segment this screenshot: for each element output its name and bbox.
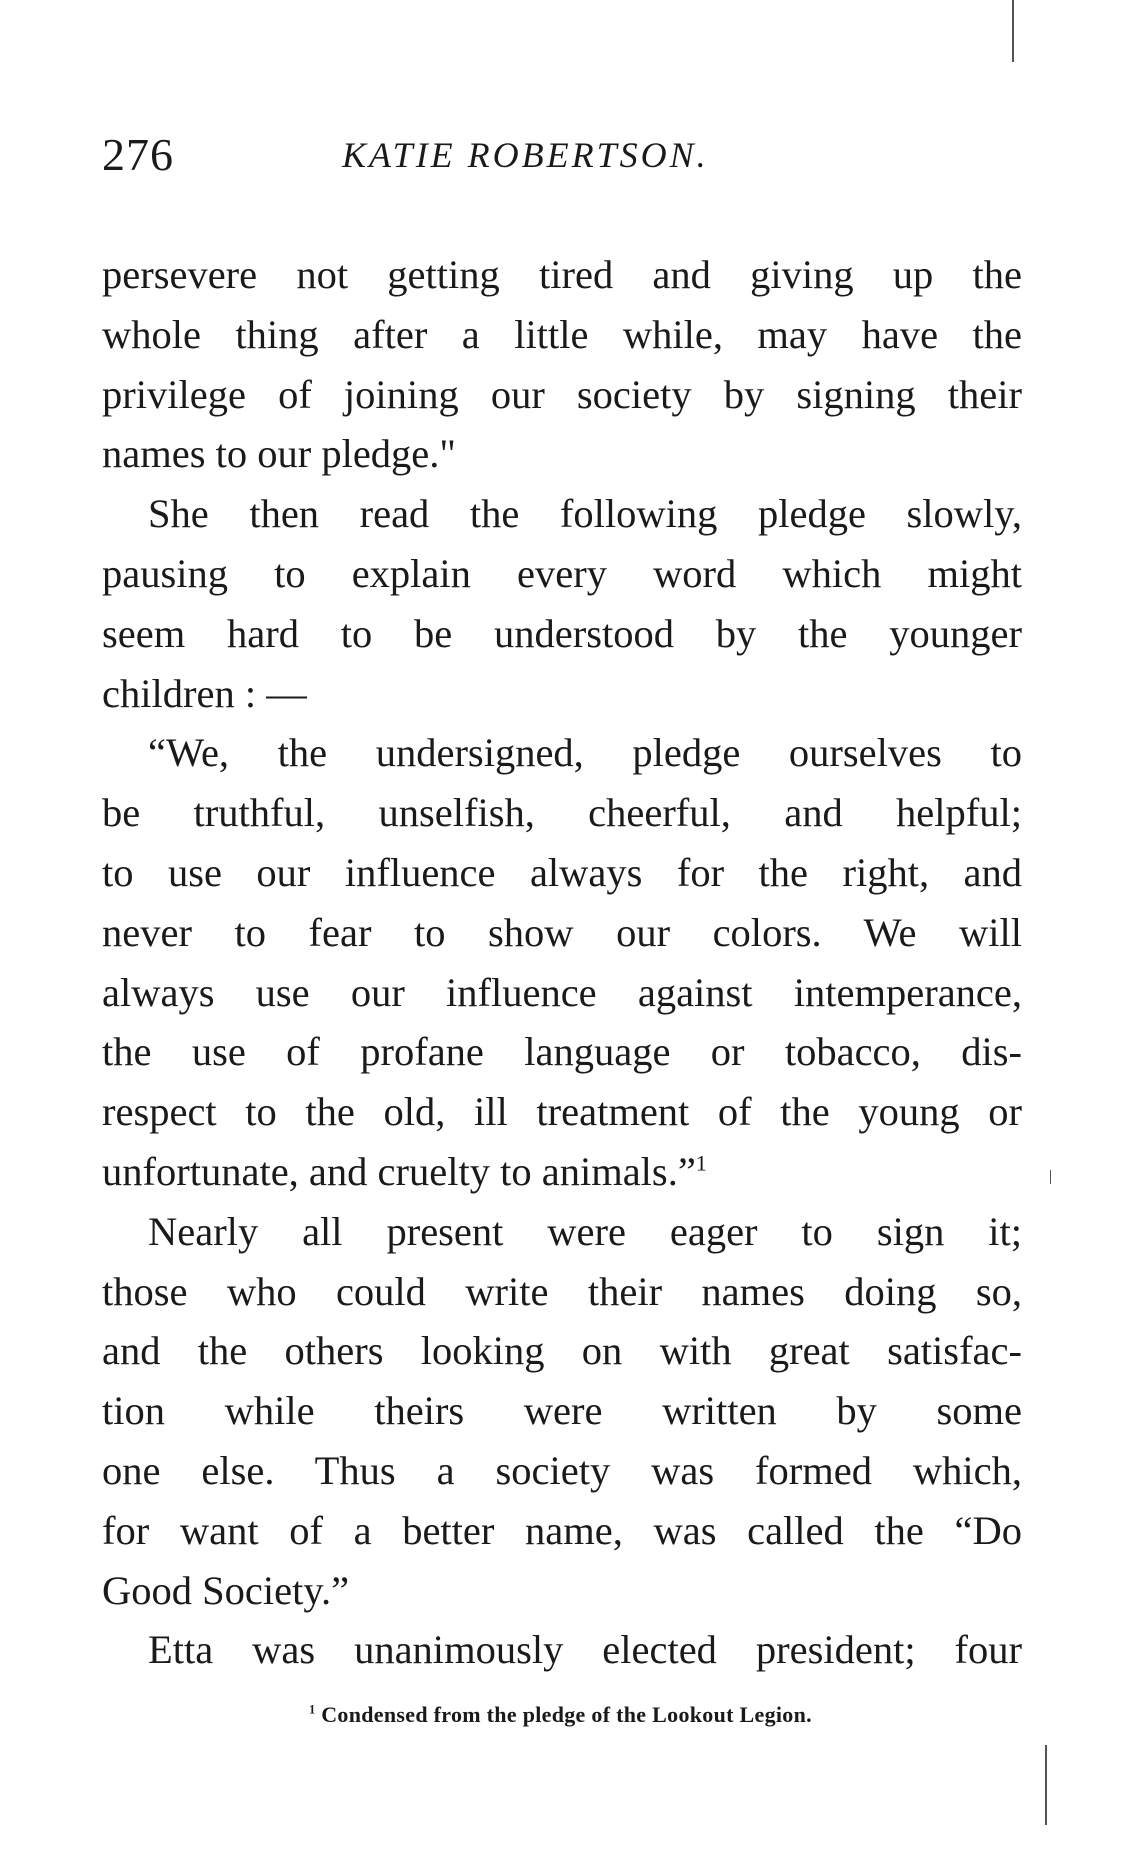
running-title: KATIE ROBERTSON. <box>342 135 709 175</box>
scan-edge-mark-bottom <box>1045 1745 1047 1825</box>
text-line-24: Etta was unanimously elected president; four <box>148 1627 1022 1673</box>
text-line-11: to use our influence always for the right, and <box>102 849 1022 895</box>
text-line-22: for want of a better name, was called the “Do <box>102 1507 1022 1553</box>
text-line-12: never to fear to show our colors. We will <box>102 909 1022 955</box>
text-line-6: pausing to explain every word which might <box>102 550 1022 596</box>
text-line-17: Nearly all present were eager to sign it; <box>148 1208 1022 1254</box>
text-line-18: those who could write their names doing so, <box>102 1268 1022 1314</box>
text-line-21: one else. Thus a society was formed which, <box>102 1447 1022 1493</box>
footnote <box>0 1702 1121 1728</box>
text-line-3: privilege of joining our society by signing their <box>102 371 1022 417</box>
scan-edge-mark-middle <box>1050 1170 1051 1184</box>
text-line-10: be truthful, unselfish, cheerful, and helpful; <box>102 790 1022 836</box>
text-line-4: names to our pledge." <box>102 431 456 477</box>
footnote-marker: 1 <box>309 1702 316 1717</box>
scan-edge-mark-top <box>1012 0 1014 62</box>
text-line-14: the use of profane language or tobacco, dis- <box>102 1029 1022 1075</box>
body-text <box>102 245 1022 1680</box>
text-line-9: “We, the undersigned, pledge ourselves to <box>148 730 1022 776</box>
text-line-16-content: unfortunate, and cruelty to animals.” <box>102 1148 696 1194</box>
text-line-7: seem hard to be understood by the younger <box>102 610 1022 656</box>
page-number: 276 <box>102 129 174 180</box>
text-line-16 <box>102 1142 1022 1202</box>
running-head <box>102 128 1022 188</box>
footnote-text: Condensed from the pledge of the Lookout Legion. <box>321 1702 812 1727</box>
text-line-8: children : — <box>102 670 307 716</box>
footnote-reference[interactable]: 1 <box>695 1150 707 1176</box>
text-line-5: She then read the following pledge slowly, <box>148 491 1022 537</box>
text-line-15: respect to the old, ill treatment of the young or <box>102 1089 1022 1135</box>
text-line-1: persevere not getting tired and giving up the <box>102 252 1022 297</box>
text-line-23: Good Society.” <box>102 1567 350 1613</box>
text-line-20: tion while theirs were written by some <box>102 1388 1022 1434</box>
text-line-13: always use our influence against intemperance, <box>102 969 1022 1015</box>
text-line-19: and the others looking on with great satisfac- <box>102 1328 1022 1374</box>
text-line-2: whole thing after a little while, may have the <box>102 311 1022 357</box>
